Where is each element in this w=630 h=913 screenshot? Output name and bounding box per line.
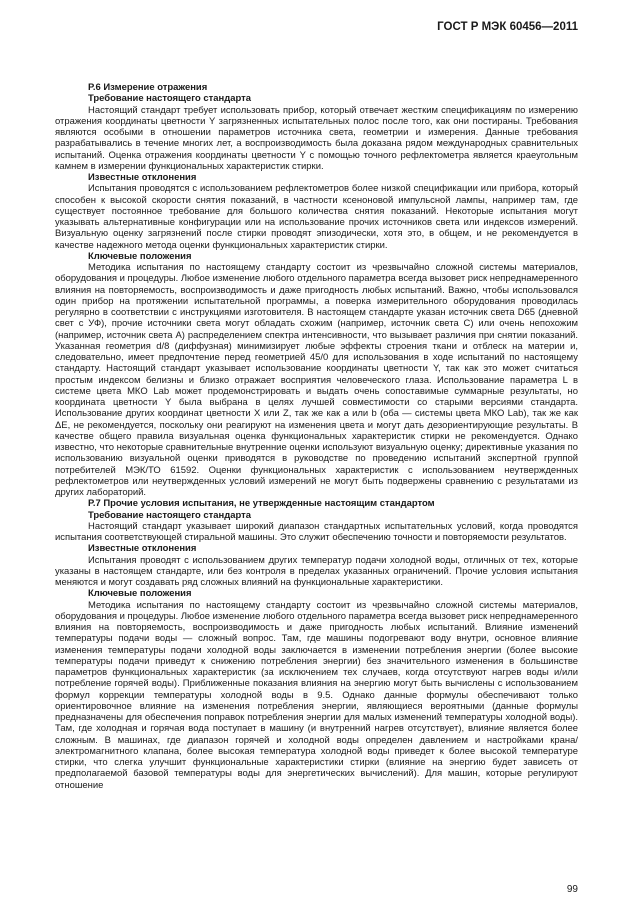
- paragraph: Методика испытания по настоящему стандарту состоит из чрезвычайно сложной системы материалов, оборудования и процедуры. Любое изменение любого отдельного параметра всегда вызовет риск непреднамеренного влияния на повторяемость, воспроизводимость и даже пригодность любых испытаний. Важно, чтобы использовался один прибор на протяжении испытательной программы, а поверка измерительного оборудования проводилась регулярно в соответствии с инструкциями изготовителя. В настоящем стандарте указан источник света D65 (дневной свет с УФ), прочие источники света могут обладать схожим (например, источник света С) или очень непохожим (например, источник света А) распределением спектра интенсивности, что вызывает различия при снятии показаний. Указанная геометрия d/8 (диффузная) минимизирует любые эффекты строения ткани и отблеск на материи и, следовательно, имеет предпочтение перед геометрией 45/0 для использования в ходе испытаний по настоящему стандарту. Настоящий стандарт указывает использование координаты цветности Y, так как это может считаться простым индексом белизны и близко отражает восприятия человеческого глаза. Использование параметра L в системе цвета МКО Lab может продемонстрировать и выдать очень сопоставимые суммарные результаты, но координата цветности Y была выбрана в целях лучшей совместимости со старыми версиями стандарта. Использование других координат цветности X или Z, так же как a или b (оба — системы цвета МКО Lab), так же как ΔE, не рекомендуется, поскольку они реагируют на изменения цвета и могут дать дезориентирующие результаты. В качестве общего правила визуальная оценка функциональных характеристик стирки не рекомендуется. Однако известно, что некоторые сравнительные внутренние оценки используют визуальную оценку; директивные указания по использованию визуальной оценки приводятся в руководстве по проведению испытаний экспертной группой потребителей МЭК/ТО 61592. Оценки функциональных характеристик с использованием неутвержденных рефлектометров или неутвержденных условий измерений не могут быть подвержены сравнению с результатами из других лабораторий.: [55, 262, 578, 498]
- section-heading: Р.6 Измерение отражения: [88, 82, 208, 93]
- section-heading: Р.7 Прочие условия испытания, не утвержденные настоящим стандартом: [88, 498, 435, 510]
- page-number: 99: [566, 884, 578, 895]
- paragraph: Методика испытания по настоящему стандарту состоит из чрезвычайно сложной системы материалов, оборудования и процедуры. Любое изменение любого отдельного параметра всегда вызовет риск непреднамеренного влияния на повторяемость, воспроизводимость и даже пригодность любых испытаний. Влияние изменений температуры подачи воды — сложный вопрос. Там, где машины подогревают воду внутри, основное влияние изменения температуры подачи холодной воды заключается в изменении потребления энергии (более высокие температуры подачи приведут к снижению потребления энергии) без значительного изменения в большинстве параметров функциональных характеристик (за исключением тех случаев, когда отсутствуют нагрев воды и/или потребление горячей воды). Приближенные показания влияния на энергию могут быть вычислены с использованием формул коррекции температуры холодной воды в 9.5. Однако данные формулы обеспечивают только ориентировочное влияние на изменения потребления энергии, являющиеся вероятными (данные формулы предназначены для обеспечения поправок потребления энергии для малых изменений температуры холодной воды). Там, где холодная и горячая вода поступает в машину (и внутренний нагрев отсутствует), влияние является более сложным. В машинах, где диапазон горячей и холодной воды определен давлением и настройками крана/электромагнитного клапана, более высокая температура холодной воды приведет к более высокой температуре стирки, что слегка улучшит функциональные характеристики стирки (влияние на энергию будет зависеть от предполагаемой базовой температуры воды для энергетических вычислений). Для машин, которые регулируют отношение: [55, 599, 578, 791]
- paragraph: Настоящий стандарт требует использовать прибор, который отвечает жестким спецификациям по измерению отражения координаты цветности Y загрязненных испытательных полос после того, как они постираны. Требования являются особыми в отношении параметров источника света, геометрии и измерения. Данные требования разрабатывались в течение многих лет, а воспроизводимость была доказана рядом международных сравнительных испытаний. Оценка отражения координаты цветности Y с помощью точного рефлектометра является краеугольным камнем в измерении функциональных характеристик стирки.: [55, 104, 578, 172]
- section-heading: Требование настоящего стандарта: [88, 93, 252, 105]
- section-heading: Требование настоящего стандарта: [88, 509, 252, 521]
- section-heading: Известные отклонения: [88, 543, 197, 555]
- document-header: ГОСТ Р МЭК 60456—2011: [437, 21, 578, 33]
- document-body: [55, 82, 578, 791]
- paragraph: Испытания проводятся с использованием рефлектометров более низкой спецификации или прибора, который способен к высокой скорости снятия показаний, в частности ксеноновой импульсной лампы, например там, где существует постоянное требование для большого количества снятия показаний. Некоторые испытания могут указывать альтернативные конфигурации или на использование прочих источников света или индексов измерений. Визуальную оценку загрязнений после стирки проводят эпизодически, хотя это, в общем, и не рекомендуется в качестве надежного метода оценки функциональных характеристик стирки.: [55, 183, 578, 251]
- paragraph: Настоящий стандарт указывает широкий диапазон стандартных испытательных условий, когда проводятся испытания соответствующей стиральной машины. Это служит обеспечению точности и повторяемости результатов.: [55, 520, 578, 543]
- section-heading: Известные отклонения: [88, 172, 197, 183]
- section-heading: Ключевые положения: [88, 588, 192, 600]
- paragraph: Испытания проводят с использованием других температур подачи холодной воды, отличных от тех, которые указаны в настоящем стандарте, или без контроля в пределах указанных ограничений. Прочие условия испытания меняются и могут создавать ряд сложных влияний на функциональные характеристики.: [55, 554, 578, 588]
- section-heading: Ключевые положения: [88, 250, 192, 262]
